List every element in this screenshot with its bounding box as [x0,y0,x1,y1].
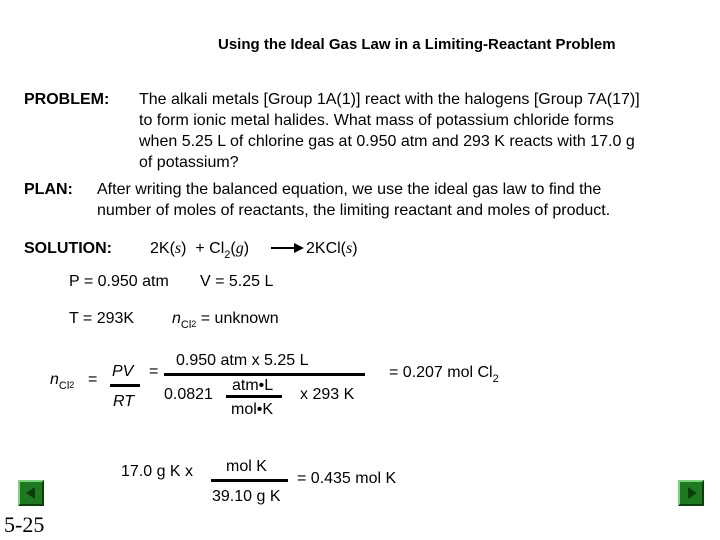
calc2-numerator: mol K [226,458,267,475]
calc2-result: = 0.435 mol K [297,470,397,487]
plan-line-1: After writing the balanced equation, we use the ideal gas law to find the [97,181,602,198]
problem-line-2: to form ionic metal halides. What mass of potassium chloride forms [139,112,614,129]
calc1-result: = 0.207 mol $Cl_2$ [389,364,499,385]
calc1-gas-constant: 0.0821 [164,386,213,403]
page-title: Using the Ideal Gas Law in a Limiting-Reactant Problem [218,36,616,53]
calc1-main-fraction-bar [164,373,365,376]
previous-slide-button[interactable] [18,480,44,506]
moles-cl2-unknown: $n_{Cl2}$ = unknown [172,310,279,331]
calc1-temperature: x 293 K [300,386,355,403]
next-slide-button[interactable] [678,480,704,506]
solution-label: SOLUTION: [24,240,112,257]
calc1-equals: = [88,371,98,388]
calc1-rt: RT [113,393,135,410]
calc2-lhs: 17.0 g K x [121,463,194,480]
calc2-denominator: 39.10 g K [212,488,281,505]
balanced-equation-reactants: $2K(s) + Cl_2(g)$ [150,240,250,261]
previous-arrow-icon [26,487,35,499]
problem-line-1: The alkali metals [Group 1A(1)] react with the halogens [Group 7A(17)] [139,91,640,108]
volume-given: V = 5.25 L [200,273,274,290]
calc1-pv: PV [112,363,134,380]
calc1-mol-k: mol•K [231,401,274,418]
calc1-equals-2: = [149,363,159,380]
pressure-given: P = 0.950 atm [69,273,169,290]
problem-label: PROBLEM: [24,91,110,108]
calc1-pv-fraction-bar [110,384,140,387]
calc2-fraction-bar [211,479,288,482]
calc1-lhs: $n_{Cl2}$ [50,371,75,392]
calc1-unit-fraction-bar [226,395,282,398]
problem-line-4: of potassium? [139,154,239,171]
problem-line-3: when 5.25 L of chlorine gas at 0.950 atm and 293 K reacts with 17.0 g [139,133,635,150]
slide-number: 5-25 [4,512,45,537]
plan-line-2: number of moles of reactants, the limiting reactant and moles of product. [97,202,611,219]
balanced-equation-product: 2KCl(s) [306,240,358,257]
calc1-atm-l: atm•L [232,377,274,394]
next-arrow-icon [688,487,697,499]
temperature-given: T = 293K [69,310,135,327]
calc1-numerator: 0.950 atm x 5.25 L [176,352,309,369]
reaction-arrow-icon [270,241,306,255]
plan-label: PLAN: [24,181,73,198]
